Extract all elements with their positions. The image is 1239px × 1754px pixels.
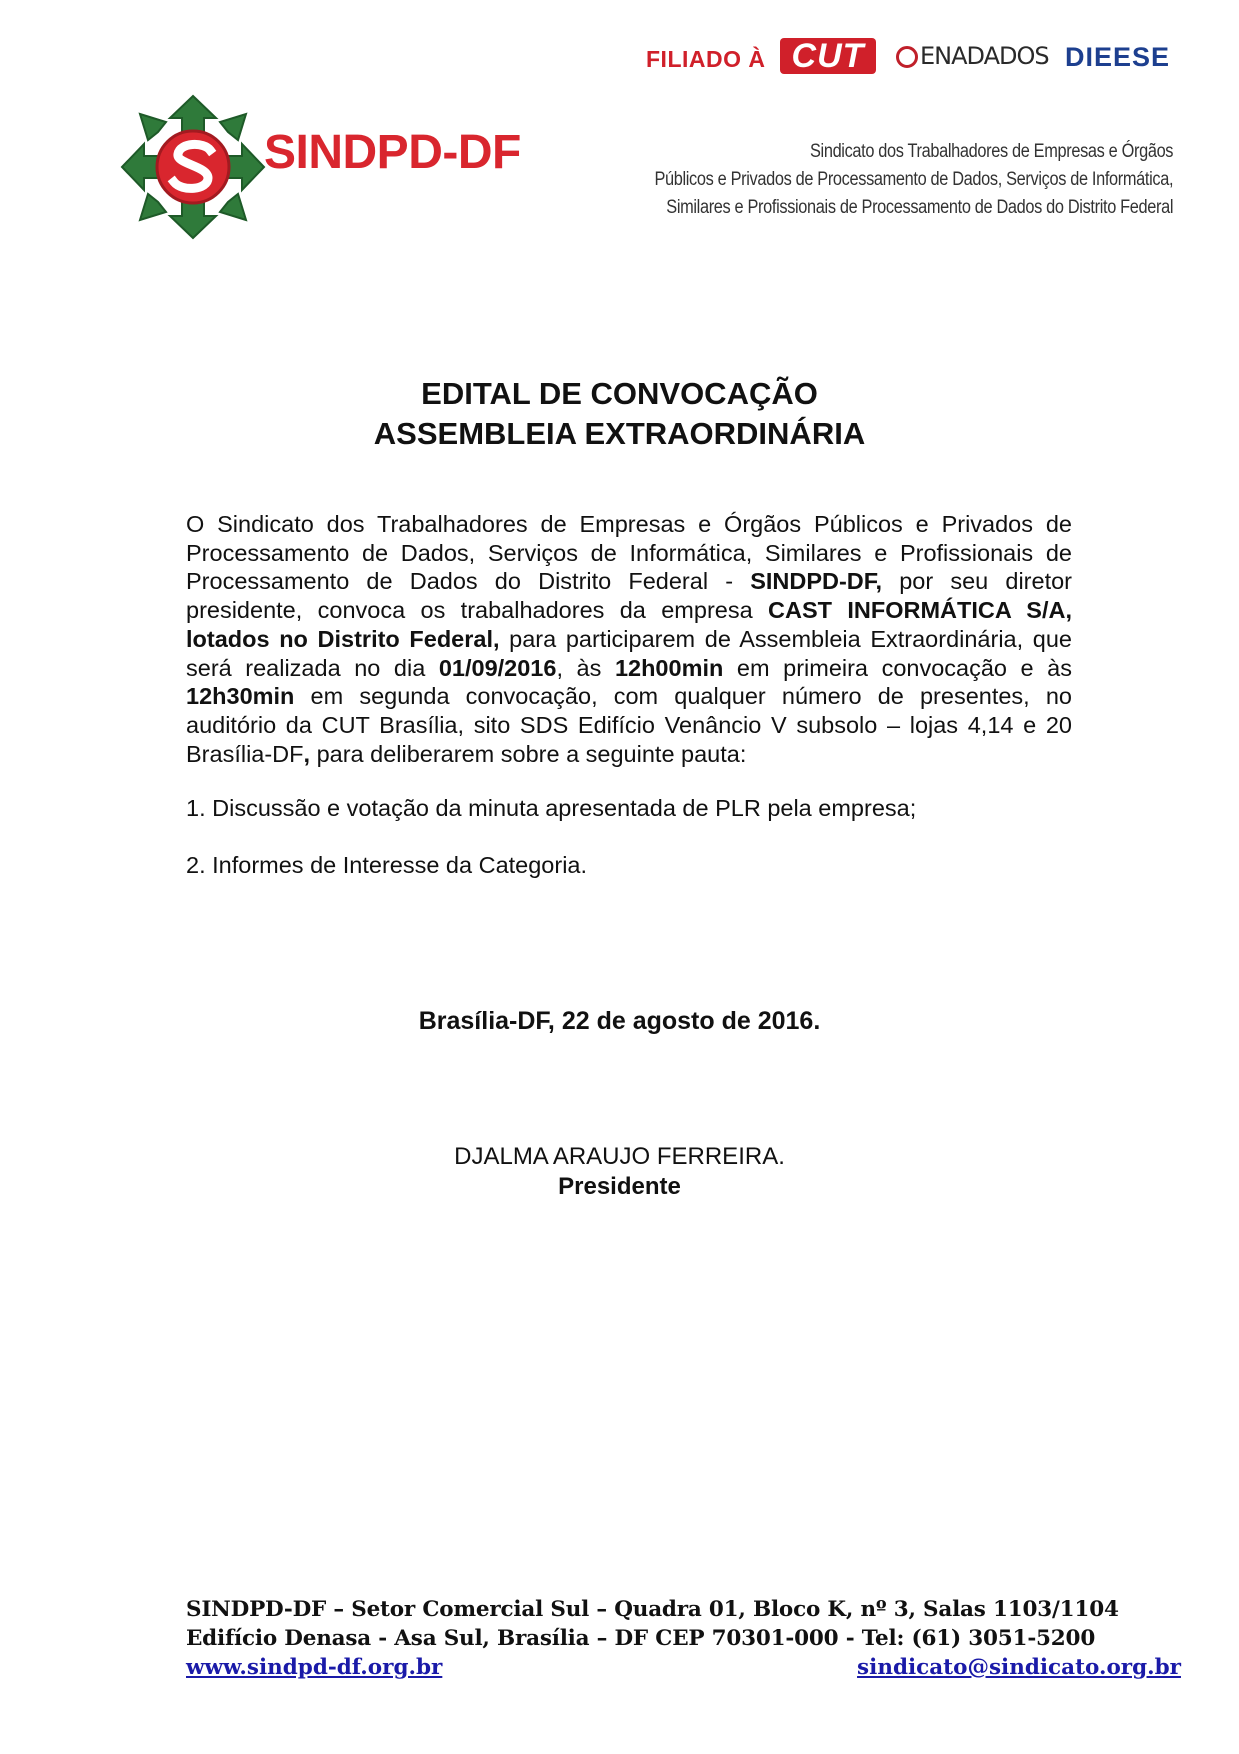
body-text: , às: [556, 654, 615, 681]
sindpd-logo-icon: [118, 92, 268, 242]
document-subtitle: ASSEMBLEIA EXTRAORDINÁRIA: [373, 416, 866, 451]
assembly-date: 01/09/2016: [438, 654, 557, 681]
place-date: Brasília-DF, 22 de agosto de 2016.: [418, 1007, 821, 1035]
body-text: por seu diretor presidente, convoca os trabalhadores da empresa: [186, 568, 1072, 624]
footer-address: SINDPD-DF – Setor Comercial Sul – Quadra 01, Bloco K, nº 3, Salas 1103/1104: [186, 1597, 1119, 1622]
company-name: CAST INFORMÁTICA S/A, lotados no Distrito Federal,: [186, 597, 1072, 652]
signer-name: DJALMA ARAUJO FERREIRA.: [454, 1143, 785, 1170]
dieese-logo: DIEESE: [1065, 42, 1171, 72]
org-desc-line: Sindicato dos Trabalhadores de Empresas e Órgãos: [809, 141, 1173, 162]
sindpd-logo-text: SINDPD-DF: [264, 126, 521, 179]
agenda-item: 2. Informes de Interesse da Categoria.: [186, 852, 588, 878]
affiliation-bar: [640, 38, 1200, 82]
org-desc-line: Similares e Profissionais de Processamento de Dados do Distrito Federal: [666, 197, 1173, 218]
fenadados-text: ENADADOS: [920, 42, 1049, 70]
fenadados-logo: [896, 42, 1049, 70]
fenadados-mark-icon: [896, 46, 918, 68]
body-text: em segunda convocação, com qualquer número de presentes, no auditório da CUT Brasília, sito SDS Edifício Venâncio V subsolo – lojas 4,14 e 20 Brasília-DF: [186, 683, 1072, 767]
cut-logo: CUT: [780, 38, 876, 74]
footer-contact: Edifício Denasa - Asa Sul, Brasília – DF CEP 70301-000 - Tel: (61) 3051-5200: [186, 1626, 1096, 1651]
website-link[interactable]: www.sindpd-df.org.br: [186, 1655, 443, 1680]
document-title: EDITAL DE CONVOCAÇÃO: [421, 376, 818, 411]
signer-role: Presidente: [558, 1173, 681, 1200]
second-call-time: 12h30min: [186, 683, 295, 710]
convocation-paragraph: [186, 510, 1072, 768]
first-call-time: 12h00min: [614, 654, 724, 681]
body-text: ,: [303, 740, 311, 767]
body-text: para deliberarem sobre a seguinte pauta:: [310, 740, 747, 767]
body-text: para participarem de Assembleia Extraordinária, que será realizada no dia: [186, 625, 1072, 681]
organization-description: [654, 138, 1173, 222]
body-text: em primeira convocação e às: [723, 654, 1072, 681]
email-link[interactable]: sindicato@sindicato.org.br: [857, 1655, 1181, 1680]
agenda-item: 1. Discussão e votação da minuta apresentada de PLR pela empresa;: [186, 795, 917, 821]
body-text: O Sindicato dos Trabalhadores de Empresas e Órgãos Públicos e Privados de Processamento de Dados, Serviços de Informática, Similares e Profissionais de Processamento de Dados do Distrito Federal -: [186, 511, 1072, 595]
affiliation-label: FILIADO À: [646, 46, 766, 72]
union-name: SINDPD-DF,: [750, 568, 883, 595]
org-desc-line: Públicos e Privados de Processamento de Dados, Serviços de Informática,: [654, 169, 1173, 190]
